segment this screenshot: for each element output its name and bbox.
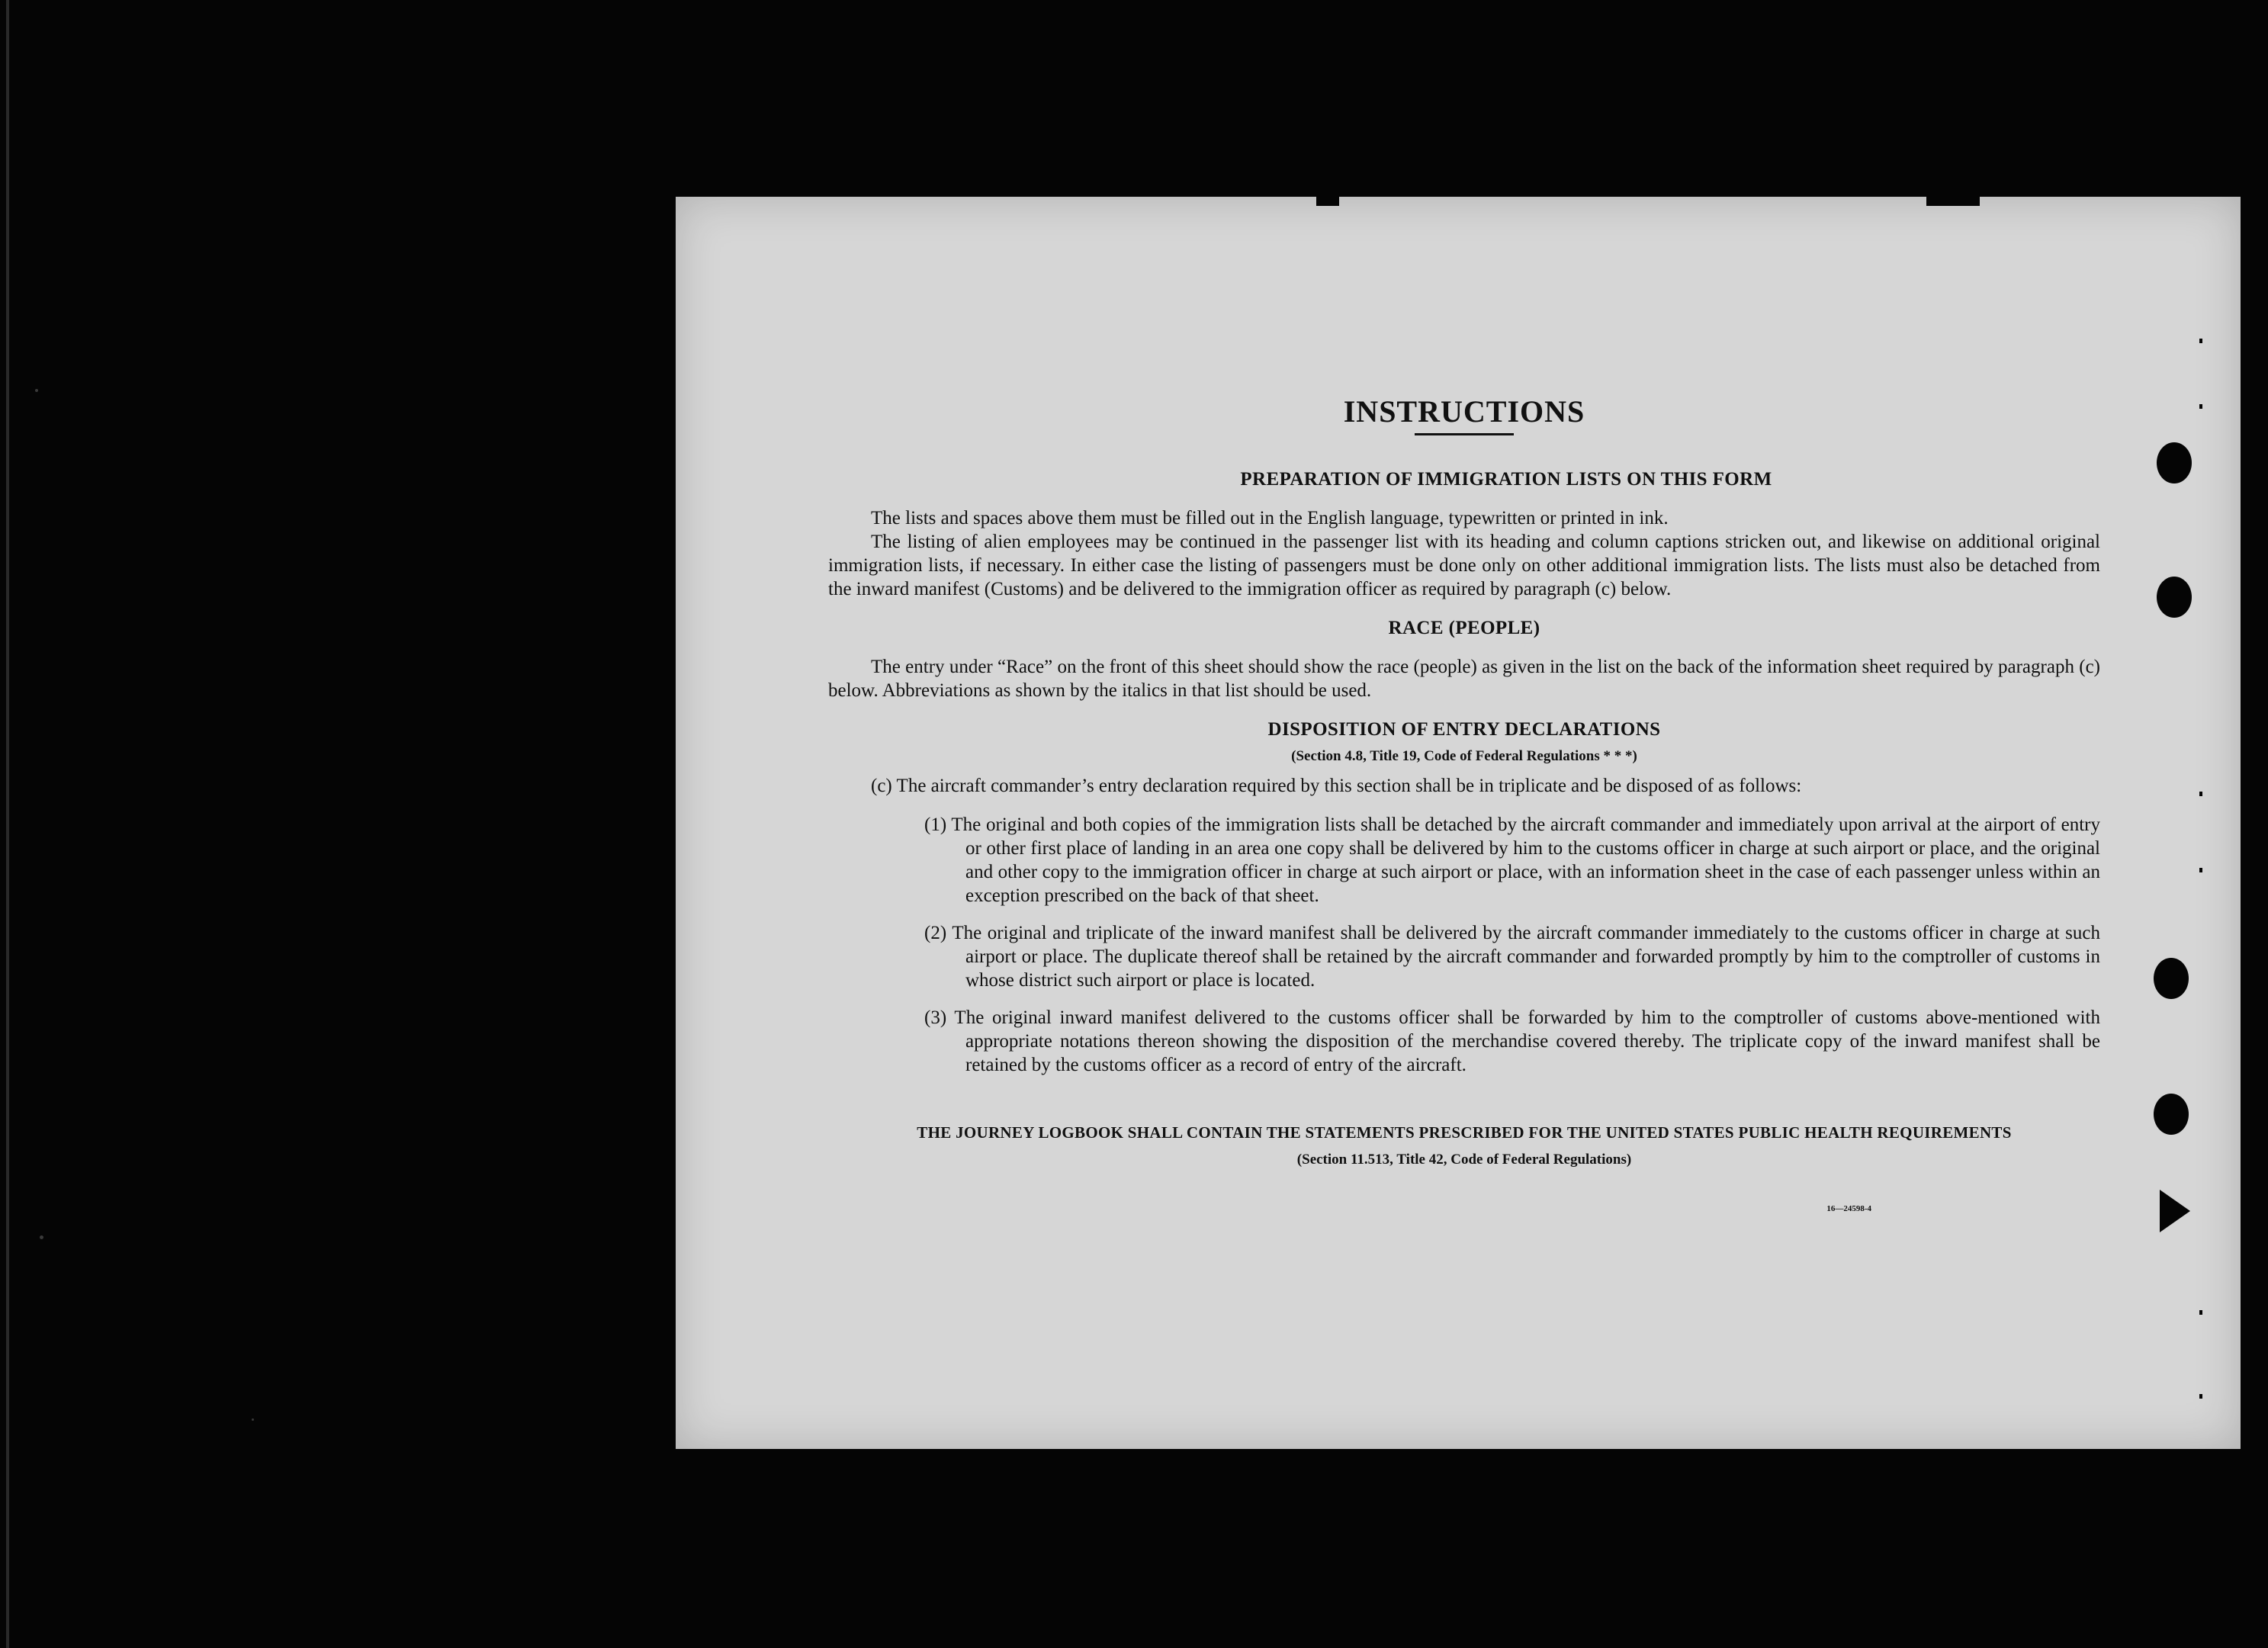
scan-speck bbox=[40, 1235, 43, 1239]
edge-mark bbox=[2199, 339, 2202, 343]
binder-hole bbox=[2157, 442, 2192, 483]
title-underline bbox=[1415, 433, 1514, 435]
edge-mark bbox=[2199, 1310, 2202, 1315]
paragraph-race: The entry under “Race” on the front of this sheet should show the race (people) as given in the list on the back of the information sheet required by paragraph (c) below. Abbreviations as shown by the italics in that list should be used. bbox=[828, 657, 2100, 701]
scan-speck bbox=[252, 1418, 254, 1421]
binder-hole bbox=[2154, 1094, 2189, 1135]
edge-mark bbox=[2199, 404, 2202, 409]
list-item-1: (1) The original and both copies of the immigration lists shall be detached by the aircraft commander and immediately upon arrival at the airport of entry or other first place of landing in an area one copy shall be delivered by him to the customs officer in charge at such airport or place, and the original and other copy to the immigration officer in charge at such airport or place, with an information sheet in the case of each passenger unless within an exception prescribed on the back of that sheet. bbox=[924, 814, 2100, 906]
footer-statement: THE JOURNEY LOGBOOK SHALL CONTAIN THE STATEMENTS PRESCRIBED FOR THE UNITED STATES PUBLIC HEALTH REQUIREMENTS bbox=[917, 1123, 2012, 1142]
section-heading-preparation: PREPARATION OF IMMIGRATION LISTS ON THIS FORM bbox=[1240, 469, 1772, 490]
binder-hole bbox=[2157, 577, 2192, 618]
film-edge bbox=[6, 0, 9, 1648]
section-citation-disposition: (Section 4.8, Title 19, Code of Federal Regulations * * *) bbox=[1291, 748, 1637, 764]
instructions-body bbox=[828, 395, 2100, 1221]
paragraph-preparation-1: The lists and spaces above them must be filled out in the English language, typewritten or printed in ink. bbox=[871, 508, 1669, 528]
list-item-3: (3) The original inward manifest delivered to the customs officer shall be forwarded by him to the comptroller of customs above-mentioned with appropriate notations thereon showing the disposition of the merchandise covered thereby. The triplicate copy of the inward manifest shall be retained by the customs officer as a record of entry of the aircraft. bbox=[924, 1007, 2100, 1075]
edge-mark bbox=[2199, 868, 2202, 872]
sheet-edge-notch bbox=[1926, 197, 1980, 206]
scan-speck bbox=[35, 389, 38, 392]
clause-c: (c) The aircraft commander’s entry declaration required by this section shall be in triplicate and be disposed of as follows: bbox=[871, 776, 1802, 796]
sheet-edge-notch bbox=[1316, 197, 1339, 206]
document-sheet bbox=[676, 197, 2241, 1449]
document-title: INSTRUCTIONS bbox=[1343, 394, 1585, 429]
list-item-2: (2) The original and triplicate of the inward manifest shall be delivered by the aircraft commander immediately to the customs officer in charge at such airport or place. The duplicate thereof shall be retained by the aircraft commander and forwarded promptly by him to the comptroller of customs in whose district such airport or place is located. bbox=[924, 923, 2100, 991]
edge-mark bbox=[2199, 792, 2202, 796]
edge-mark bbox=[2199, 1394, 2202, 1399]
section-heading-disposition: DISPOSITION OF ENTRY DECLARATIONS bbox=[1267, 719, 1661, 740]
paragraph-preparation-2: The listing of alien employees may be continued in the passenger list with its heading and column captions stricken out, and likewise on additional original immigration lists, if necessary. In either case the listing of passengers must be done only on other additional immigration lists. The lists must also be detached from the inward manifest (Customs) and be delivered to the immigration officer as required by paragraph (c) below. bbox=[828, 532, 2100, 599]
form-number: 16—24598-4 bbox=[1826, 1204, 1871, 1213]
binder-hole bbox=[2154, 958, 2189, 999]
section-heading-race: RACE (PEOPLE) bbox=[1388, 618, 1540, 638]
binder-notch bbox=[2160, 1190, 2190, 1232]
footer-citation: (Section 11.513, Title 42, Code of Federal Regulations) bbox=[1296, 1152, 1632, 1168]
